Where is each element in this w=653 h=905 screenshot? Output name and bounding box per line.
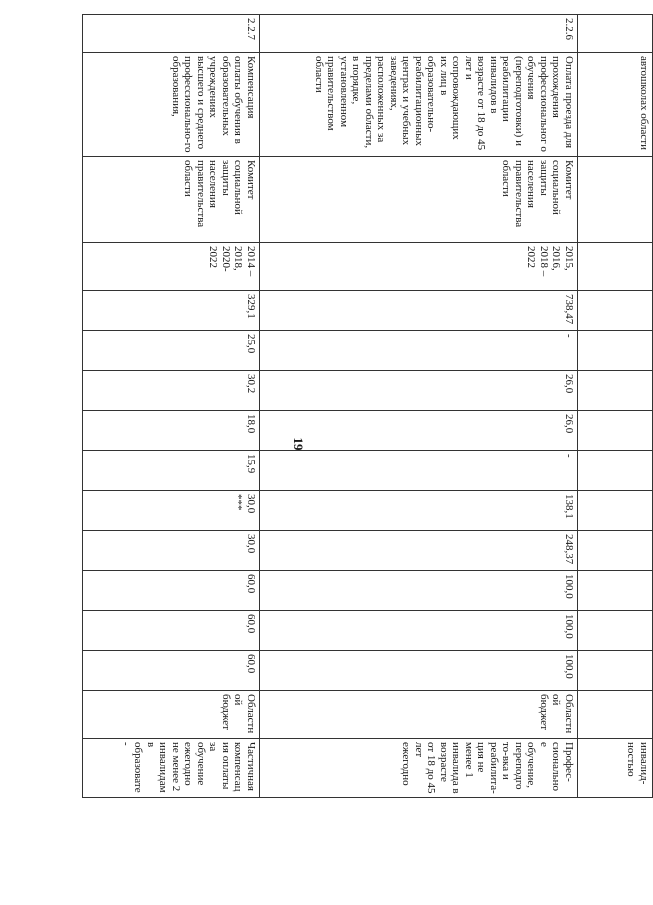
- cell-y2022: 60,0: [83, 651, 260, 691]
- cell-num: 2.2.6: [260, 15, 578, 53]
- cell-y2020: 60,0: [83, 571, 260, 611]
- cell-y2014: [578, 331, 653, 371]
- cell-num: [578, 15, 653, 53]
- cell-executor: Комитет социальной защиты населения правительства области: [260, 157, 578, 243]
- cell-y2014: 25,0: [83, 331, 260, 371]
- cell-result: Частичная компенсация оплаты за обучение ежегодно не менее 2 инвалидам в образовате-: [83, 739, 260, 798]
- cell-y2016: 26,0: [260, 411, 578, 451]
- cell-years: 2015, 2016, 2018 – 2022: [260, 243, 578, 291]
- cell-y2017: -: [260, 451, 578, 491]
- cell-num: 2.2.7: [83, 15, 260, 53]
- cell-y2020: [578, 571, 653, 611]
- cell-y2021: 60,0: [83, 611, 260, 651]
- cell-y2017: [578, 451, 653, 491]
- page-number: 19: [291, 437, 306, 451]
- cell-name: Компенсация оплаты обучения в образовательных учреждениях высшего и среднего профессионально-го образования,: [83, 53, 260, 157]
- cell-result: инвалид-ностью: [578, 739, 653, 798]
- program-table: [82, 14, 653, 798]
- cell-y2014: -: [260, 331, 578, 371]
- cell-y2019: 248,37: [260, 531, 578, 571]
- cell-years: 2014 – 2018, 2020-2022: [83, 243, 260, 291]
- table-row-continuation: [578, 15, 653, 798]
- cell-total: 738,47: [260, 291, 578, 331]
- rotated-table-container: [88, 14, 653, 794]
- cell-source: [578, 691, 653, 739]
- cell-years: [578, 243, 653, 291]
- cell-y2020: 100,0: [260, 571, 578, 611]
- cell-y2015: 26,0: [260, 371, 578, 411]
- cell-y2022: 100,0: [260, 651, 578, 691]
- cell-y2019: [578, 531, 653, 571]
- cell-y2016: [578, 411, 653, 451]
- cell-y2021: [578, 611, 653, 651]
- cell-executor: Комитет социальной защиты населения правительства области: [83, 157, 260, 243]
- cell-source: Областной бюджет: [83, 691, 260, 739]
- cell-y2018: 138,1: [260, 491, 578, 531]
- cell-y2022: [578, 651, 653, 691]
- cell-source: Областной бюджет: [260, 691, 578, 739]
- cell-y2021: 100,0: [260, 611, 578, 651]
- cell-executor: [578, 157, 653, 243]
- cell-name: автошколах области: [578, 53, 653, 157]
- cell-name: Оплата проезда для прохождения профессиональног о обучения (переподготовки) и реабилитации инвалидов в возрасте от 18 до 45 лет и сопровождающих их лиц в образовательно-реабилитационных центрах и учебных заведениях, расположенных за пределами области, в порядке, установленном правительством области: [260, 53, 578, 157]
- cell-y2018: 30,0 ***: [83, 491, 260, 531]
- cell-y2017: 15,9: [83, 451, 260, 491]
- cell-total: [578, 291, 653, 331]
- table-row: [83, 15, 260, 798]
- cell-total: 329,1: [83, 291, 260, 331]
- cell-y2018: [578, 491, 653, 531]
- cell-y2015: 30,2: [83, 371, 260, 411]
- cell-y2016: 18,0: [83, 411, 260, 451]
- cell-y2019: 30,0: [83, 531, 260, 571]
- cell-y2015: [578, 371, 653, 411]
- table-row: [260, 15, 578, 798]
- cell-result: Профес-сиональное обучение, переподгото-вка и реабилита-ция не менее 1 инвалида в возрасте от 18 до 45 лет ежегодно: [260, 739, 578, 798]
